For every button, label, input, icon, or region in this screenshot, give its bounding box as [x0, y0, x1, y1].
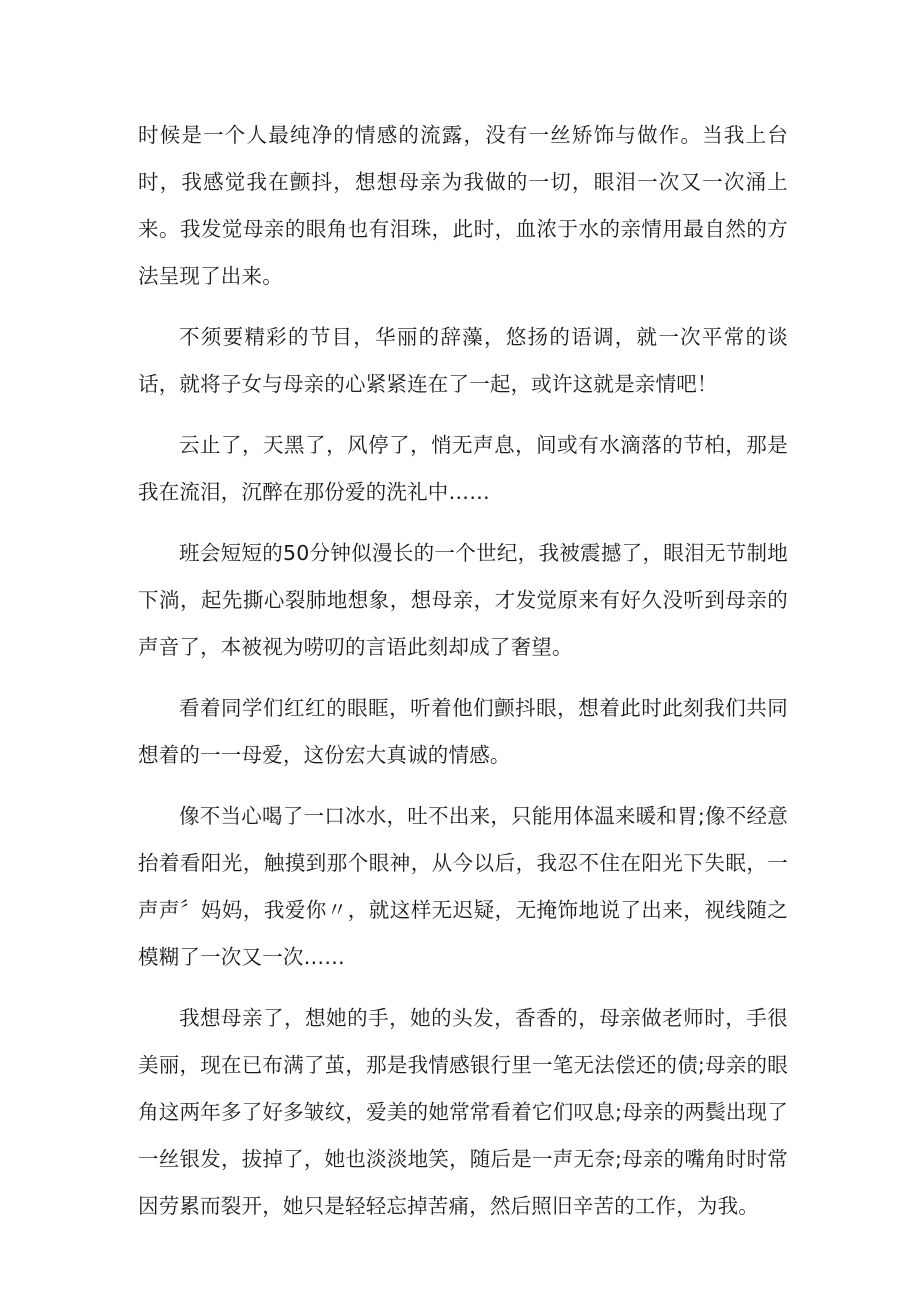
paragraph-1: 时候是一个人最纯净的情感的流露，没有一丝矫饰与做作。当我上台时，我感觉我在颤抖，想想母亲为我做的一切，眼泪一次又一次涌上来。我发觉母亲的眼角也有泪珠，此时，血浓于水的亲情用最自然的方法呈现了出来。	[138, 123, 788, 288]
document-body	[138, 112, 788, 1244]
paragraph-6: 像不当心喝了一口冰水，吐不出来，只能用体温来暖和胃;像不经意抬着看阳光，触摸到那个眼神，从今以后，我忍不住在阳光下失眠，一声声〞妈妈，我爱你〃，就这样无迟疑，无掩饰地说了出来，视线随之模糊了一次又一次……	[138, 804, 788, 969]
paragraph-7: 我想母亲了，想她的手，她的头发，香香的，母亲做老师时，手很美丽，现在已布满了茧，那是我情感银行里一笔无法偿还的债;母亲的眼角这两年多了好多皱纹，爱美的她常常看着它们叹息;母亲的两鬓出现了一丝银发，拔掉了，她也淡淡地笑，随后是一声无奈;母亲的嘴角时时常因劳累而裂开，她只是轻轻忘掉苦痛，然后照旧辛苦的工作，为我。	[138, 1006, 788, 1218]
paragraph-3: 云止了，天黑了，风停了，悄无声息，间或有水滴落的节柏，那是我在流泪，沉醉在那份爱的洗礼中……	[138, 433, 788, 504]
paragraph-5: 看着同学们红红的眼眶，听着他们颤抖眼，想着此时此刻我们共同想着的一一母爱，这份宏大真诚的情感。	[138, 696, 788, 767]
paragraph-4: 班会短短的50分钟似漫长的一个世纪，我被震撼了，眼泪无节制地下淌，起先撕心裂肺地想象，想母亲，才发觉原来有好久没听到母亲的声音了，本被视为唠叨的言语此刻却成了奢望。	[138, 541, 788, 659]
paragraph-2: 不须要精彩的节目，华丽的辞藻，悠扬的语调，就一次平常的谈话，就将子女与母亲的心紧紧连在了一起，或许这就是亲情吧！	[138, 325, 788, 396]
